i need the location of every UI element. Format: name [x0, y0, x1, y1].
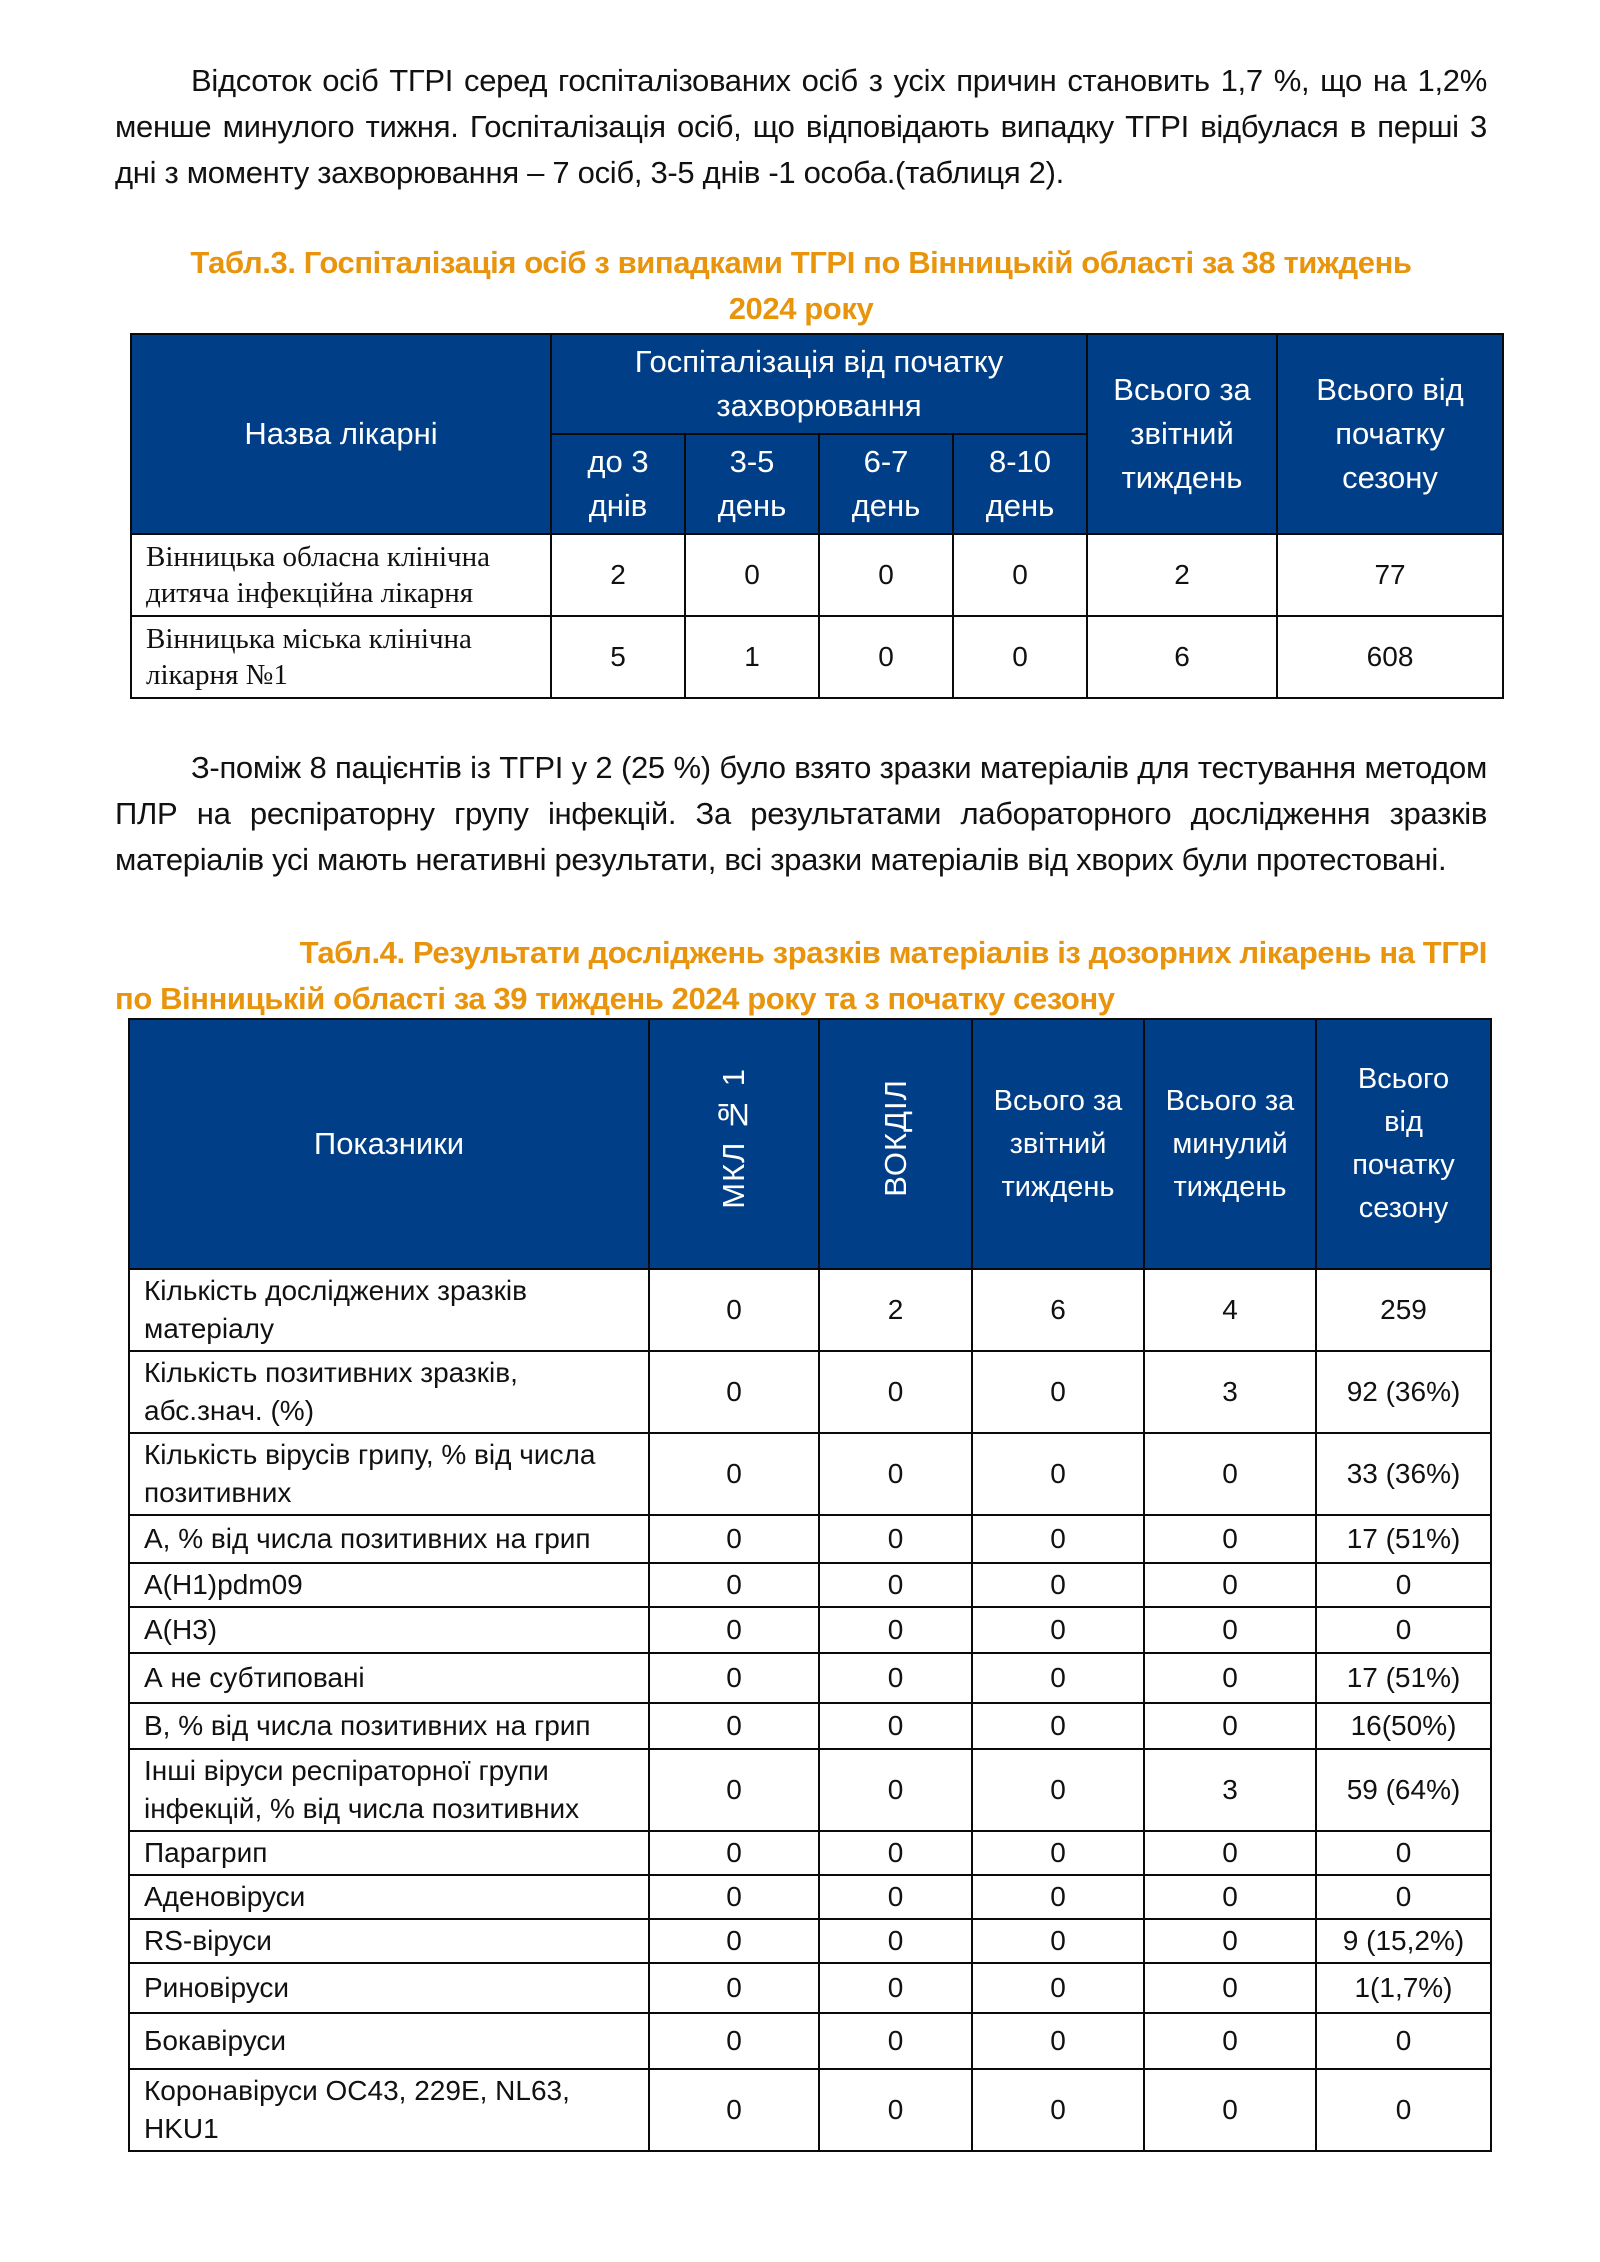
cell-mkl1: 0	[649, 1963, 819, 2013]
cell-total-week: 0	[972, 1703, 1144, 1749]
table-row	[129, 1919, 1491, 1963]
header-hospital-name: Назва лікарні	[131, 334, 551, 534]
cell-total-season: 259	[1316, 1269, 1491, 1351]
cell-total-prev-week: 0	[1144, 1875, 1316, 1919]
table-row	[129, 1351, 1491, 1433]
cell-total-prev-week: 0	[1144, 1563, 1316, 1607]
hospitalization-table	[130, 333, 1504, 699]
cell-total-prev-week: 0	[1144, 1831, 1316, 1875]
cell-vokdil: 0	[819, 2013, 972, 2069]
cell-total-prev-week: 0	[1144, 1919, 1316, 1963]
cell-vokdil: 0	[819, 1653, 972, 1703]
header-mkl1	[649, 1019, 819, 1269]
cell-total-week: 0	[972, 1515, 1144, 1563]
table-row	[129, 2069, 1491, 2151]
header-total-season: Всього від початку сезону	[1277, 334, 1503, 534]
cell-total-season: 16(50%)	[1316, 1703, 1491, 1749]
cell-6-7: 0	[819, 534, 953, 616]
table3-caption-line1: Табл.3. Госпіталізація осіб з випадками ТГРІ по Вінницькій області за 38 тиждень	[190, 245, 1412, 280]
cell-total-prev-week: 0	[1144, 1703, 1316, 1749]
cell-3-5: 0	[685, 534, 819, 616]
cell-vokdil: 0	[819, 1875, 972, 1919]
hospital-name: Вінницька міська клінічна лікарня №1	[131, 616, 551, 698]
cell-vokdil: 0	[819, 1515, 972, 1563]
cell-vokdil: 0	[819, 1703, 972, 1749]
cell-vokdil: 0	[819, 1351, 972, 1433]
cell-mkl1: 0	[649, 1515, 819, 1563]
indicator-name: A(H1)pdm09	[129, 1563, 649, 1607]
table4-caption-line1: Табл.4. Результати досліджень зразків матеріалів із дозорних лікарень на ТГРІ	[299, 935, 1487, 970]
indicator-name: Кількість досліджених зразків матеріалу	[129, 1269, 649, 1351]
cell-vokdil: 0	[819, 1563, 972, 1607]
lab-results-table	[128, 1018, 1492, 2152]
cell-total-season: 0	[1316, 1563, 1491, 1607]
header-mkl1-label: МКЛ № 1	[716, 1067, 751, 1209]
indicator-name: А, % від числа позитивних на грип	[129, 1515, 649, 1563]
cell-vokdil: 0	[819, 1831, 972, 1875]
cell-mkl1: 0	[649, 1269, 819, 1351]
lab-paragraph-text: З-поміж 8 пацієнтів із ТГРІ у 2 (25 %) було взято зразки матеріалів для тестування методом ПЛР на респіраторну групу інфекцій. За результатами лабораторного дослідження зразків матеріалів усі мають негативні результати, всі зразки матеріалів від хворих були протестовані.	[115, 750, 1487, 877]
table-row	[129, 1433, 1491, 1515]
cell-total-week: 0	[972, 1607, 1144, 1653]
indicator-name: RS-віруси	[129, 1919, 649, 1963]
cell-total-season: 17 (51%)	[1316, 1653, 1491, 1703]
cell-mkl1: 0	[649, 1653, 819, 1703]
cell-mkl1: 0	[649, 1607, 819, 1653]
cell-total-week: 6	[972, 1269, 1144, 1351]
indicator-name: Аденовіруси	[129, 1875, 649, 1919]
cell-3-5: 1	[685, 616, 819, 698]
header-8-10-days: 8-10 день	[953, 434, 1087, 534]
indicator-name: Риновіруси	[129, 1963, 649, 2013]
cell-mkl1: 0	[649, 1351, 819, 1433]
indicator-name: А не субтиповані	[129, 1653, 649, 1703]
table-row	[131, 534, 1503, 616]
cell-8-10: 0	[953, 534, 1087, 616]
cell-vokdil: 0	[819, 2069, 972, 2151]
table-row	[129, 1563, 1491, 1607]
cell-vokdil: 0	[819, 1919, 972, 1963]
cell-mkl1: 0	[649, 1919, 819, 1963]
cell-total-season: 77	[1277, 534, 1503, 616]
cell-total-prev-week: 0	[1144, 1515, 1316, 1563]
cell-total-season: 9 (15,2%)	[1316, 1919, 1491, 1963]
cell-total-season: 1(1,7%)	[1316, 1963, 1491, 2013]
indicator-name: Кількість позитивних зразків, абс.знач. (%)	[129, 1351, 649, 1433]
header-total-week: Всього за звітний тиждень	[972, 1019, 1144, 1269]
cell-total-season: 92 (36%)	[1316, 1351, 1491, 1433]
cell-total-week: 6	[1087, 616, 1277, 698]
cell-6-7: 0	[819, 616, 953, 698]
cell-total-prev-week: 0	[1144, 1653, 1316, 1703]
cell-up-to-3: 5	[551, 616, 685, 698]
cell-up-to-3: 2	[551, 534, 685, 616]
cell-mkl1: 0	[649, 1875, 819, 1919]
table-row	[131, 616, 1503, 698]
table4-caption-line2: по Вінницькій області за 39 тиждень 2024 року та з початку сезону	[115, 981, 1115, 1016]
cell-total-season: 0	[1316, 1607, 1491, 1653]
indicator-name: Коронавіруси OC43, 229E, NL63, HKU1	[129, 2069, 649, 2151]
cell-total-season: 0	[1316, 2013, 1491, 2069]
cell-total-prev-week: 3	[1144, 1749, 1316, 1831]
indicator-name: Кількість вірусів грипу, % від числа позитивних	[129, 1433, 649, 1515]
cell-total-week: 2	[1087, 534, 1277, 616]
cell-total-week: 0	[972, 2013, 1144, 2069]
indicator-name: Інші віруси респіраторної групи інфекцій, % від числа позитивних	[129, 1749, 649, 1831]
cell-total-week: 0	[972, 1653, 1144, 1703]
table-row	[129, 1607, 1491, 1653]
cell-vokdil: 0	[819, 1433, 972, 1515]
cell-vokdil: 0	[819, 1607, 972, 1653]
cell-total-prev-week: 4	[1144, 1269, 1316, 1351]
cell-total-prev-week: 3	[1144, 1351, 1316, 1433]
header-vokdil	[819, 1019, 972, 1269]
cell-total-week: 0	[972, 1875, 1144, 1919]
cell-total-prev-week: 0	[1144, 1963, 1316, 2013]
cell-vokdil: 2	[819, 1269, 972, 1351]
cell-vokdil: 0	[819, 1749, 972, 1831]
cell-total-season: 0	[1316, 1875, 1491, 1919]
cell-total-week: 0	[972, 1563, 1144, 1607]
cell-total-season: 0	[1316, 1831, 1491, 1875]
table-row	[129, 1653, 1491, 1703]
indicator-name: Парагрип	[129, 1831, 649, 1875]
table-row	[129, 1875, 1491, 1919]
table4-caption	[115, 930, 1487, 1022]
cell-total-season: 33 (36%)	[1316, 1433, 1491, 1515]
table-row	[129, 1515, 1491, 1563]
cell-total-season: 0	[1316, 2069, 1491, 2151]
cell-total-week: 0	[972, 1351, 1144, 1433]
table-row	[129, 1963, 1491, 2013]
cell-total-week: 0	[972, 1831, 1144, 1875]
table-row	[129, 1703, 1491, 1749]
cell-total-prev-week: 0	[1144, 1433, 1316, 1515]
header-6-7-days: 6-7 день	[819, 434, 953, 534]
header-hospitalization-group: Госпіталізація від початку захворювання	[551, 334, 1087, 434]
table-row	[129, 1831, 1491, 1875]
cell-total-season: 608	[1277, 616, 1503, 698]
cell-total-prev-week: 0	[1144, 2013, 1316, 2069]
header-vokdil-label: ВОКДІЛ	[877, 1079, 913, 1197]
indicator-name: A(H3)	[129, 1607, 649, 1653]
cell-mkl1: 0	[649, 1749, 819, 1831]
cell-total-week: 0	[972, 1433, 1144, 1515]
cell-total-week: 0	[972, 2069, 1144, 2151]
cell-mkl1: 0	[649, 2013, 819, 2069]
cell-mkl1: 0	[649, 2069, 819, 2151]
cell-vokdil: 0	[819, 1963, 972, 2013]
header-total-week: Всього за звітний тиждень	[1087, 334, 1277, 534]
header-indicators: Показники	[129, 1019, 649, 1269]
cell-total-week: 0	[972, 1963, 1144, 2013]
cell-total-prev-week: 0	[1144, 1607, 1316, 1653]
table-row	[129, 2013, 1491, 2069]
intro-paragraph	[115, 58, 1487, 196]
header-3-5-days: 3-5 день	[685, 434, 819, 534]
cell-total-season: 59 (64%)	[1316, 1749, 1491, 1831]
indicator-name: Бокавіруси	[129, 2013, 649, 2069]
cell-total-season: 17 (51%)	[1316, 1515, 1491, 1563]
table3-caption-line2: 2024 року	[728, 291, 874, 326]
table-row	[129, 1269, 1491, 1351]
cell-mkl1: 0	[649, 1563, 819, 1607]
cell-total-week: 0	[972, 1749, 1144, 1831]
table3-caption	[115, 240, 1487, 332]
cell-mkl1: 0	[649, 1433, 819, 1515]
hospital-name: Вінницька обласна клінічна дитяча інфекційна лікарня	[131, 534, 551, 616]
cell-mkl1: 0	[649, 1831, 819, 1875]
cell-total-prev-week: 0	[1144, 2069, 1316, 2151]
cell-8-10: 0	[953, 616, 1087, 698]
intro-paragraph-text: Відсоток осіб ТГРІ серед госпіталізованих осіб з усіх причин становить 1,7 %, що на 1,2% менше минулого тижня. Госпіталізація осіб, що відповідають випадку ТГРІ відбулася в перші 3 дні з моменту захворювання – 7 осіб, 3-5 днів -1 особа.(таблиця 2).	[115, 63, 1487, 190]
header-total-season: Всього від початку сезону	[1316, 1019, 1491, 1269]
header-up-to-3-days: до 3 днів	[551, 434, 685, 534]
cell-total-week: 0	[972, 1919, 1144, 1963]
header-total-prev-week: Всього за минулий тиждень	[1144, 1019, 1316, 1269]
table-row	[129, 1749, 1491, 1831]
lab-paragraph	[115, 745, 1487, 883]
indicator-name: В, % від числа позитивних на грип	[129, 1703, 649, 1749]
cell-mkl1: 0	[649, 1703, 819, 1749]
